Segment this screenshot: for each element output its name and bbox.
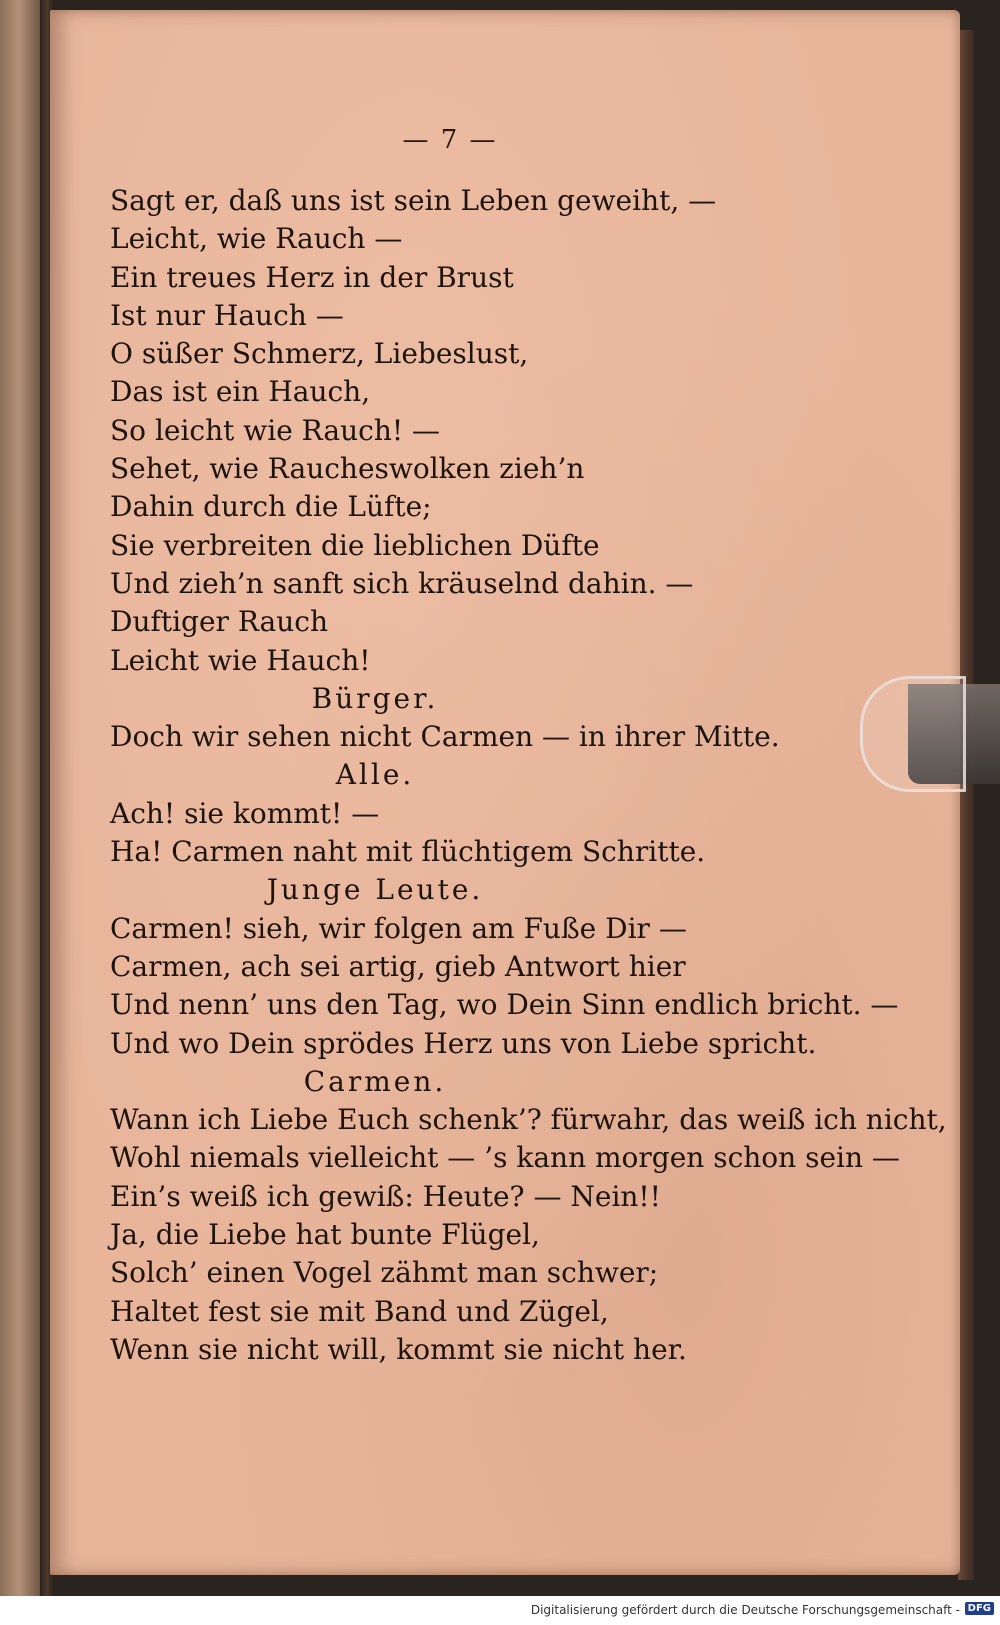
dfg-logo: DFG <box>965 1602 994 1615</box>
text-line: Sie verbreiten die lieblichen Düfte <box>110 528 600 562</box>
text-line: Doch wir sehen nicht Carmen — in ihrer Mitte. <box>110 720 780 754</box>
page-clip <box>860 676 1000 796</box>
footer-credit: Digitalisierung gefördert durch die Deutsche Forschungsgemeinschaft - <box>530 1603 960 1617</box>
text-line: Ha! Carmen naht mit flüchtigem Schritte. <box>110 835 706 869</box>
text-line: Und wo Dein sprödes Herz uns von Liebe spricht. <box>110 1026 817 1060</box>
text-line: So leicht wie Rauch! — <box>110 413 440 447</box>
text-line: Wohl niemals vielleicht — ’s kann morgen schon sein — <box>110 1141 900 1175</box>
clip-ring <box>860 676 966 792</box>
text-line: Ja, die Liebe hat bunte Flügel, <box>110 1218 540 1252</box>
text-line: Solch’ einen Vogel zähmt man schwer; <box>110 1256 659 1290</box>
text-line: Das ist ein Hauch, <box>110 375 371 409</box>
text-line: O süßer Schmerz, Liebeslust, <box>110 337 529 371</box>
text-line: Leicht wie Hauch! <box>110 643 371 677</box>
footer <box>0 1597 1000 1625</box>
text-line: Sagt er, daß uns ist sein Leben geweiht, — <box>110 184 717 217</box>
text-line: Ein’s weiß ich gewiß: Heute? — Nein!! <box>110 1179 661 1213</box>
text-line: Sehet, wie Raucheswolken zieh’n <box>110 452 585 486</box>
text-line: Haltet fest sie mit Band und Zügel, <box>110 1294 609 1328</box>
speaker-heading: Carmen. <box>303 1064 447 1098</box>
text-line: Ist nur Hauch — <box>110 298 344 332</box>
libretto-text <box>110 182 947 1369</box>
speaker-heading: Bürger. <box>311 681 439 715</box>
text-line: Ein treues Herz in der Brust <box>110 260 514 294</box>
text-line: Ach! sie kommt! — <box>110 796 380 830</box>
text-line: Und nenn’ uns den Tag, wo Dein Sinn endlich bricht. — <box>110 988 899 1022</box>
page-number: — 7 — <box>402 125 498 155</box>
text-line: Duftiger Rauch <box>110 605 328 639</box>
right-page-edge <box>958 30 974 1580</box>
text-line: Und zieh’n sanft sich kräuselnd dahin. — <box>110 566 694 600</box>
text-line: Leicht, wie Rauch — <box>110 222 403 256</box>
text-line: Carmen, ach sei artig, gieb Antwort hier <box>110 949 686 983</box>
text-line: Dahin durch die Lüfte; <box>110 490 432 524</box>
speaker-heading: Junge Leute. <box>266 873 484 907</box>
text-line: Wenn sie nicht will, kommt sie nicht her. <box>110 1332 687 1366</box>
speaker-heading: Alle. <box>335 758 415 792</box>
text-line: Wann ich Liebe Euch schenk’? fürwahr, das weiß ich nicht, <box>110 1103 947 1137</box>
text-line: Carmen! sieh, wir folgen am Fuße Dir — <box>110 911 687 945</box>
